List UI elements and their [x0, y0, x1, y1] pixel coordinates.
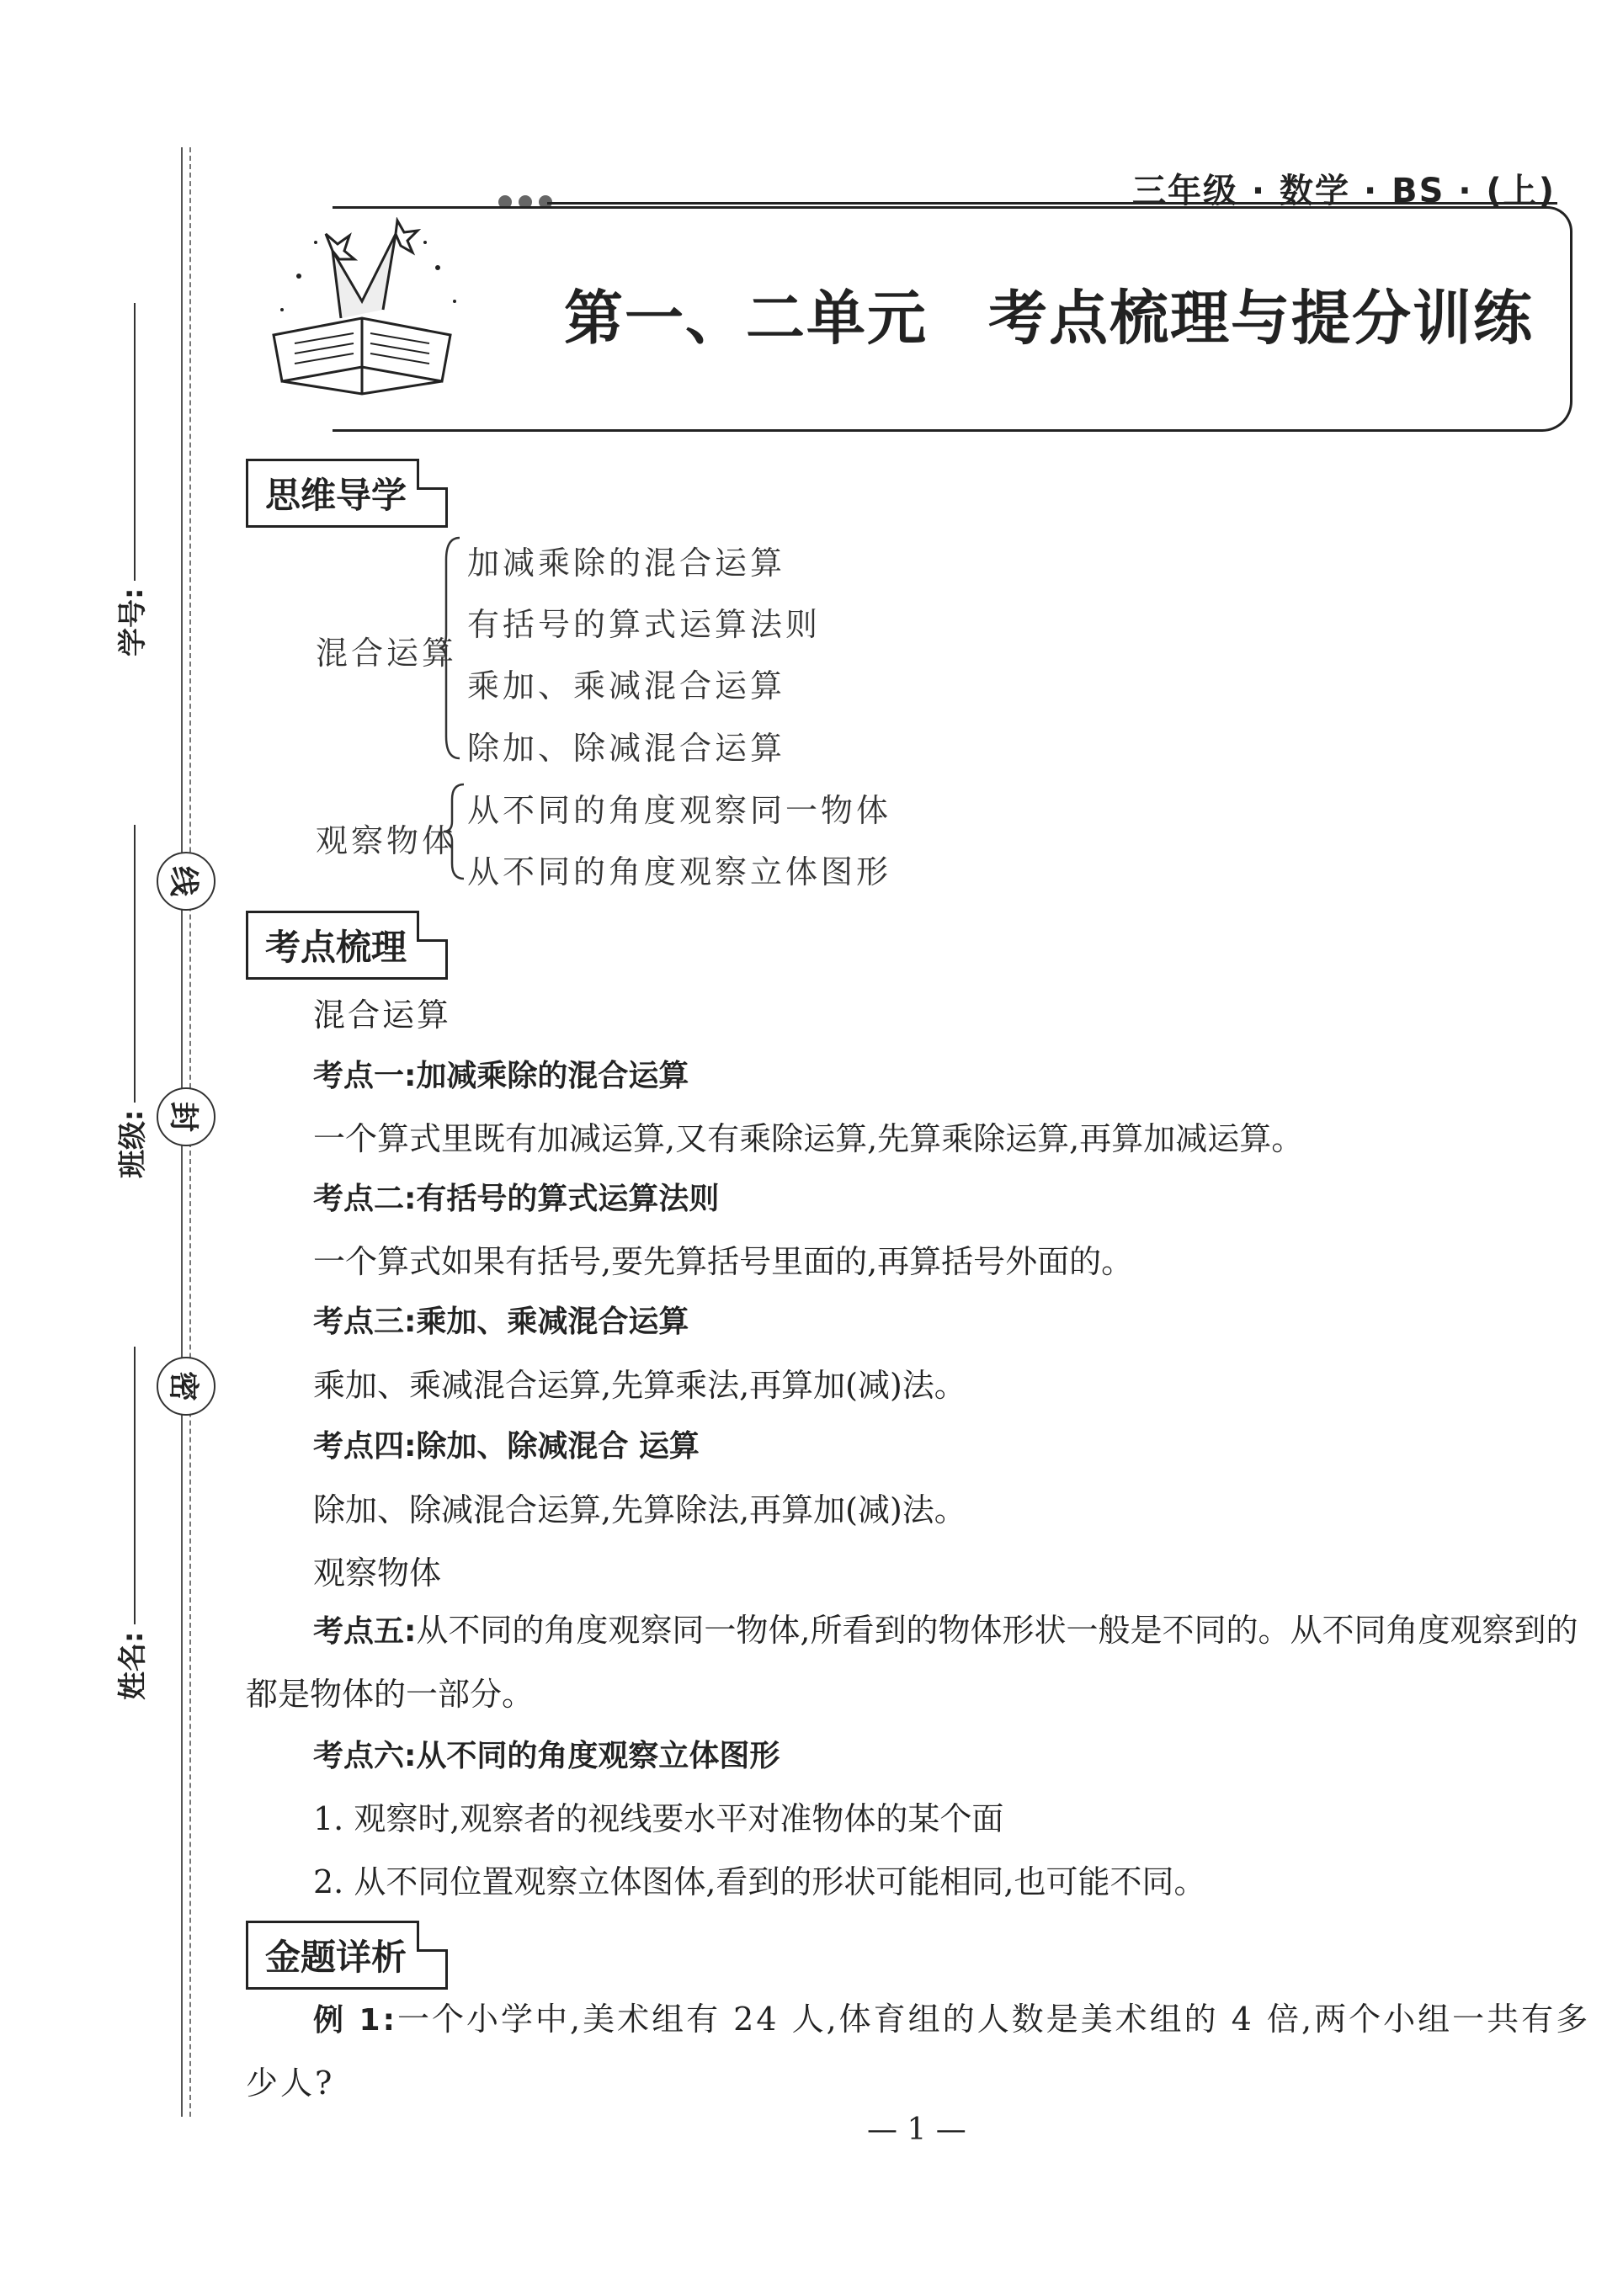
- name-label: 姓名:: [116, 1631, 150, 1700]
- grade-subject-label: 三年级 · 数学 · BS · (上): [1132, 172, 1556, 210]
- mindmap-item: 除加、除减混合运算: [467, 730, 786, 767]
- mindmap-item: 乘加、乘减混合运算: [467, 667, 786, 704]
- name-field[interactable]: [109, 1347, 151, 1700]
- point-body: 从不同的角度观察同一物体,所看到的物体形状一般是不同的。从不同角度观察到的都是物体的一部分。: [246, 1612, 1578, 1713]
- section-tag-mindmap: 思维导学: [246, 459, 448, 528]
- mindmap-group-label: 观察物体: [316, 822, 458, 859]
- point-body: 除加、除减混合运算,先算除法,再算加(减)法。: [313, 1491, 966, 1528]
- mindmap-item: 有括号的算式运算法则: [467, 606, 822, 643]
- seal-circle-mi: 密: [157, 1357, 216, 1416]
- group-heading: 混合运算: [313, 997, 452, 1034]
- point-title: 考点四:除加、除减混合 运算: [313, 1429, 700, 1464]
- section-tag-examples: 金题详析: [246, 1921, 448, 1990]
- point-title: 考点六:从不同的角度观察立体图形: [313, 1739, 780, 1773]
- mindmap-item: 加减乘除的混合运算: [467, 545, 786, 582]
- point-body: 一个算式里既有加减运算,又有乘除运算,先算乘除运算,再算加减运算。: [313, 1120, 1304, 1157]
- page-number: — 1 —: [867, 2113, 966, 2147]
- brace-icon: [438, 534, 463, 762]
- section-tag-points: 考点梳理: [246, 911, 448, 980]
- example-label: 例 1:: [313, 2003, 397, 2038]
- point-five-paragraph: [246, 1599, 1593, 1725]
- class-field[interactable]: [109, 825, 151, 1178]
- seal-circle-xian: 线: [157, 852, 216, 911]
- point-item: 2. 从不同位置观察立体图体,看到的形状可能相同,也可能不同。: [313, 1863, 1206, 1900]
- class-label: 班级:: [116, 1109, 150, 1178]
- mindmap-item: 从不同的角度观察同一物体: [467, 792, 892, 829]
- example-body: 一个小学中,美术组有 24 人,体育组的人数是美术组的 4 倍,两个小组一共有多少人?: [246, 2001, 1591, 2102]
- point-body: 乘加、乘减混合运算,先算乘法,再算加(减)法。: [313, 1367, 966, 1404]
- seal-circle-feng: 封: [157, 1087, 216, 1146]
- example-paragraph: [246, 1988, 1593, 2114]
- point-item: 1. 观察时,观察者的视线要水平对准物体的某个面: [313, 1800, 1004, 1837]
- student-id-label: 学号:: [116, 587, 150, 656]
- brace-icon: [442, 781, 467, 882]
- page-title: 第一、二单元 考点梳理与提分训练: [564, 284, 1534, 353]
- point-title: 考点三:乘加、乘减混合运算: [313, 1305, 689, 1339]
- point-title: 考点五:: [313, 1614, 417, 1649]
- point-title: 考点二:有括号的算式运算法则: [313, 1182, 720, 1216]
- point-title: 考点一:加减乘除的混合运算: [313, 1059, 689, 1093]
- group-heading: 观察物体: [313, 1555, 442, 1592]
- student-id-field[interactable]: [109, 303, 151, 656]
- open-book-icon: [248, 217, 476, 411]
- mindmap-group-label: 混合运算: [316, 635, 458, 672]
- mindmap-item: 从不同的角度观察立体图形: [467, 853, 892, 890]
- point-body: 一个算式如果有括号,要先算括号里面的,再算括号外面的。: [313, 1243, 1134, 1280]
